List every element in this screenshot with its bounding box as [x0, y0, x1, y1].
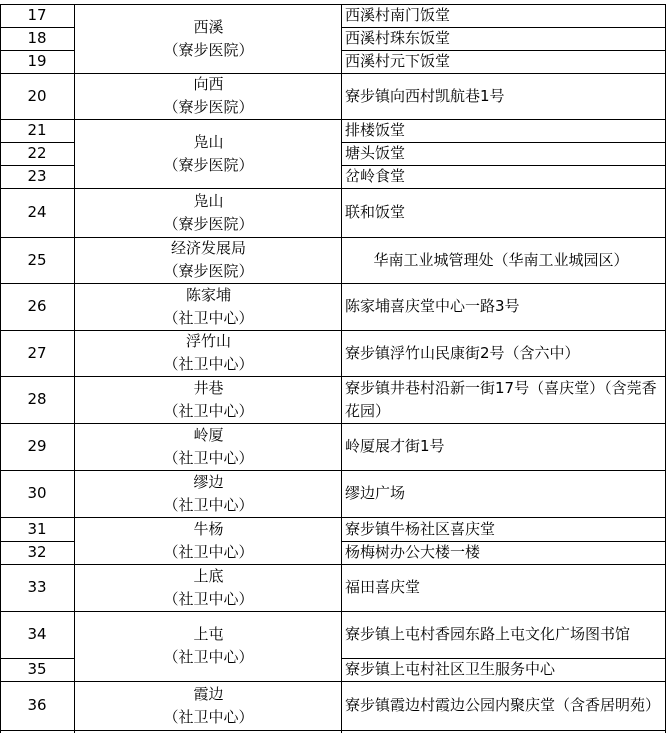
village-group-cell — [75, 119, 342, 188]
vaccination-site: 岭厦展才街1号 — [345, 437, 445, 455]
row-number: 30 — [27, 484, 47, 502]
row-number: 21 — [27, 121, 47, 139]
village-group-cell — [75, 237, 342, 283]
village-group-cell — [75, 423, 342, 470]
vaccination-site: 联和饭堂 — [345, 203, 406, 221]
village-group-cell — [75, 188, 342, 237]
village-group-cell — [75, 470, 342, 517]
row-number: 24 — [27, 203, 47, 221]
vaccination-site: 西溪村珠东饭堂 — [345, 29, 451, 47]
table-rule — [0, 730, 75, 731]
village-name: 经济发展局 — [170, 239, 246, 257]
village-name: 陈家埔 — [185, 285, 231, 304]
row-number: 27 — [27, 343, 47, 362]
row-number: 20 — [27, 86, 47, 105]
village-name: 凫山 — [193, 132, 224, 151]
medical-unit: （寮步医院） — [163, 40, 254, 59]
medical-unit: （社卫中心） — [163, 448, 254, 467]
medical-unit: （社卫中心） — [163, 308, 254, 327]
vaccination-site: 排楼饭堂 — [345, 121, 406, 139]
row-number: 22 — [27, 144, 47, 162]
medical-unit: （寮步医院） — [163, 214, 254, 233]
medical-unit: （寮步医院） — [163, 155, 254, 174]
village-name: 缪边 — [193, 472, 224, 491]
vaccination-site: 寮步镇上屯村香园东路上屯文化广场图书馆 — [345, 625, 631, 643]
vaccination-site: 寮步镇浮竹山民康街2号（含六中） — [345, 343, 580, 362]
row-number: 18 — [27, 29, 47, 47]
medical-unit: （寮步医院） — [163, 262, 254, 280]
vaccination-site: 寮步镇牛杨社区喜庆堂 — [345, 519, 496, 538]
row-number: 36 — [27, 696, 47, 714]
vaccination-site: 寮步镇霞边村霞边公园内聚庆堂（含香居明苑） — [345, 696, 661, 714]
vaccination-site: 塘头饭堂 — [345, 144, 406, 162]
table-rule — [341, 730, 666, 731]
row-number: 19 — [27, 52, 47, 70]
medical-unit: （社卫中心） — [163, 355, 254, 373]
medical-unit: （社卫中心） — [163, 495, 254, 514]
row-number: 32 — [27, 543, 47, 561]
medical-unit: （寮步医院） — [163, 98, 254, 116]
village-group-cell — [75, 376, 342, 423]
village-name: 西溪 — [193, 17, 224, 36]
vaccination-site: 华南工业城管理处（华南工业城园区） — [373, 250, 629, 269]
vaccination-site: 寮步镇井巷村沿新一街17号（喜庆堂）（含莞香花园） — [345, 378, 657, 420]
village-group-cell — [75, 611, 342, 681]
village-group-cell — [75, 564, 342, 611]
village-name: 井巷 — [193, 378, 224, 397]
vaccination-site: 缪边广场 — [345, 484, 406, 502]
vaccination-site: 陈家埔喜庆堂中心一路3号 — [345, 297, 520, 315]
vaccination-site: 西溪村南门饭堂 — [345, 6, 451, 24]
village-group-cell — [75, 330, 342, 376]
row-number: 23 — [27, 167, 47, 185]
village-name: 上屯 — [193, 625, 224, 643]
vaccination-site: 杨梅树办公大楼一楼 — [345, 543, 481, 561]
vaccination-site: 寮步镇上屯村社区卫生服务中心 — [345, 660, 556, 678]
row-number: 25 — [27, 250, 47, 269]
village-name: 向西 — [193, 75, 224, 93]
village-name: 牛杨 — [193, 519, 224, 538]
medical-unit: （社卫中心） — [163, 589, 254, 608]
vaccination-site: 岔岭食堂 — [345, 167, 406, 185]
row-number: 34 — [27, 625, 47, 643]
row-number: 29 — [27, 437, 47, 455]
medical-unit: （社卫中心） — [163, 648, 254, 666]
village-name: 霞边 — [193, 684, 224, 703]
row-number: 33 — [27, 578, 47, 596]
village-name: 浮竹山 — [185, 332, 231, 350]
vaccination-site: 西溪村元下饭堂 — [345, 52, 451, 70]
village-group-cell — [75, 681, 342, 730]
village-group-cell — [75, 73, 342, 119]
village-name: 岭厦 — [193, 425, 224, 444]
table-rule — [74, 730, 342, 731]
vaccination-site: 福田喜庆堂 — [345, 578, 421, 596]
village-group-cell — [75, 283, 342, 330]
medical-unit: （社卫中心） — [163, 542, 254, 561]
vaccination-site: 寮步镇向西村凯航巷1号 — [345, 86, 505, 105]
village-group-cell — [75, 517, 342, 564]
village-name: 上底 — [193, 566, 224, 585]
medical-unit: （社卫中心） — [163, 401, 254, 420]
row-number: 28 — [27, 390, 47, 408]
medical-unit: （社卫中心） — [163, 707, 254, 726]
row-number: 17 — [27, 6, 47, 24]
village-name: 凫山 — [193, 191, 224, 210]
row-number: 26 — [27, 297, 47, 315]
row-number: 31 — [27, 519, 47, 538]
row-number: 35 — [27, 660, 47, 678]
village-group-cell — [75, 4, 342, 73]
